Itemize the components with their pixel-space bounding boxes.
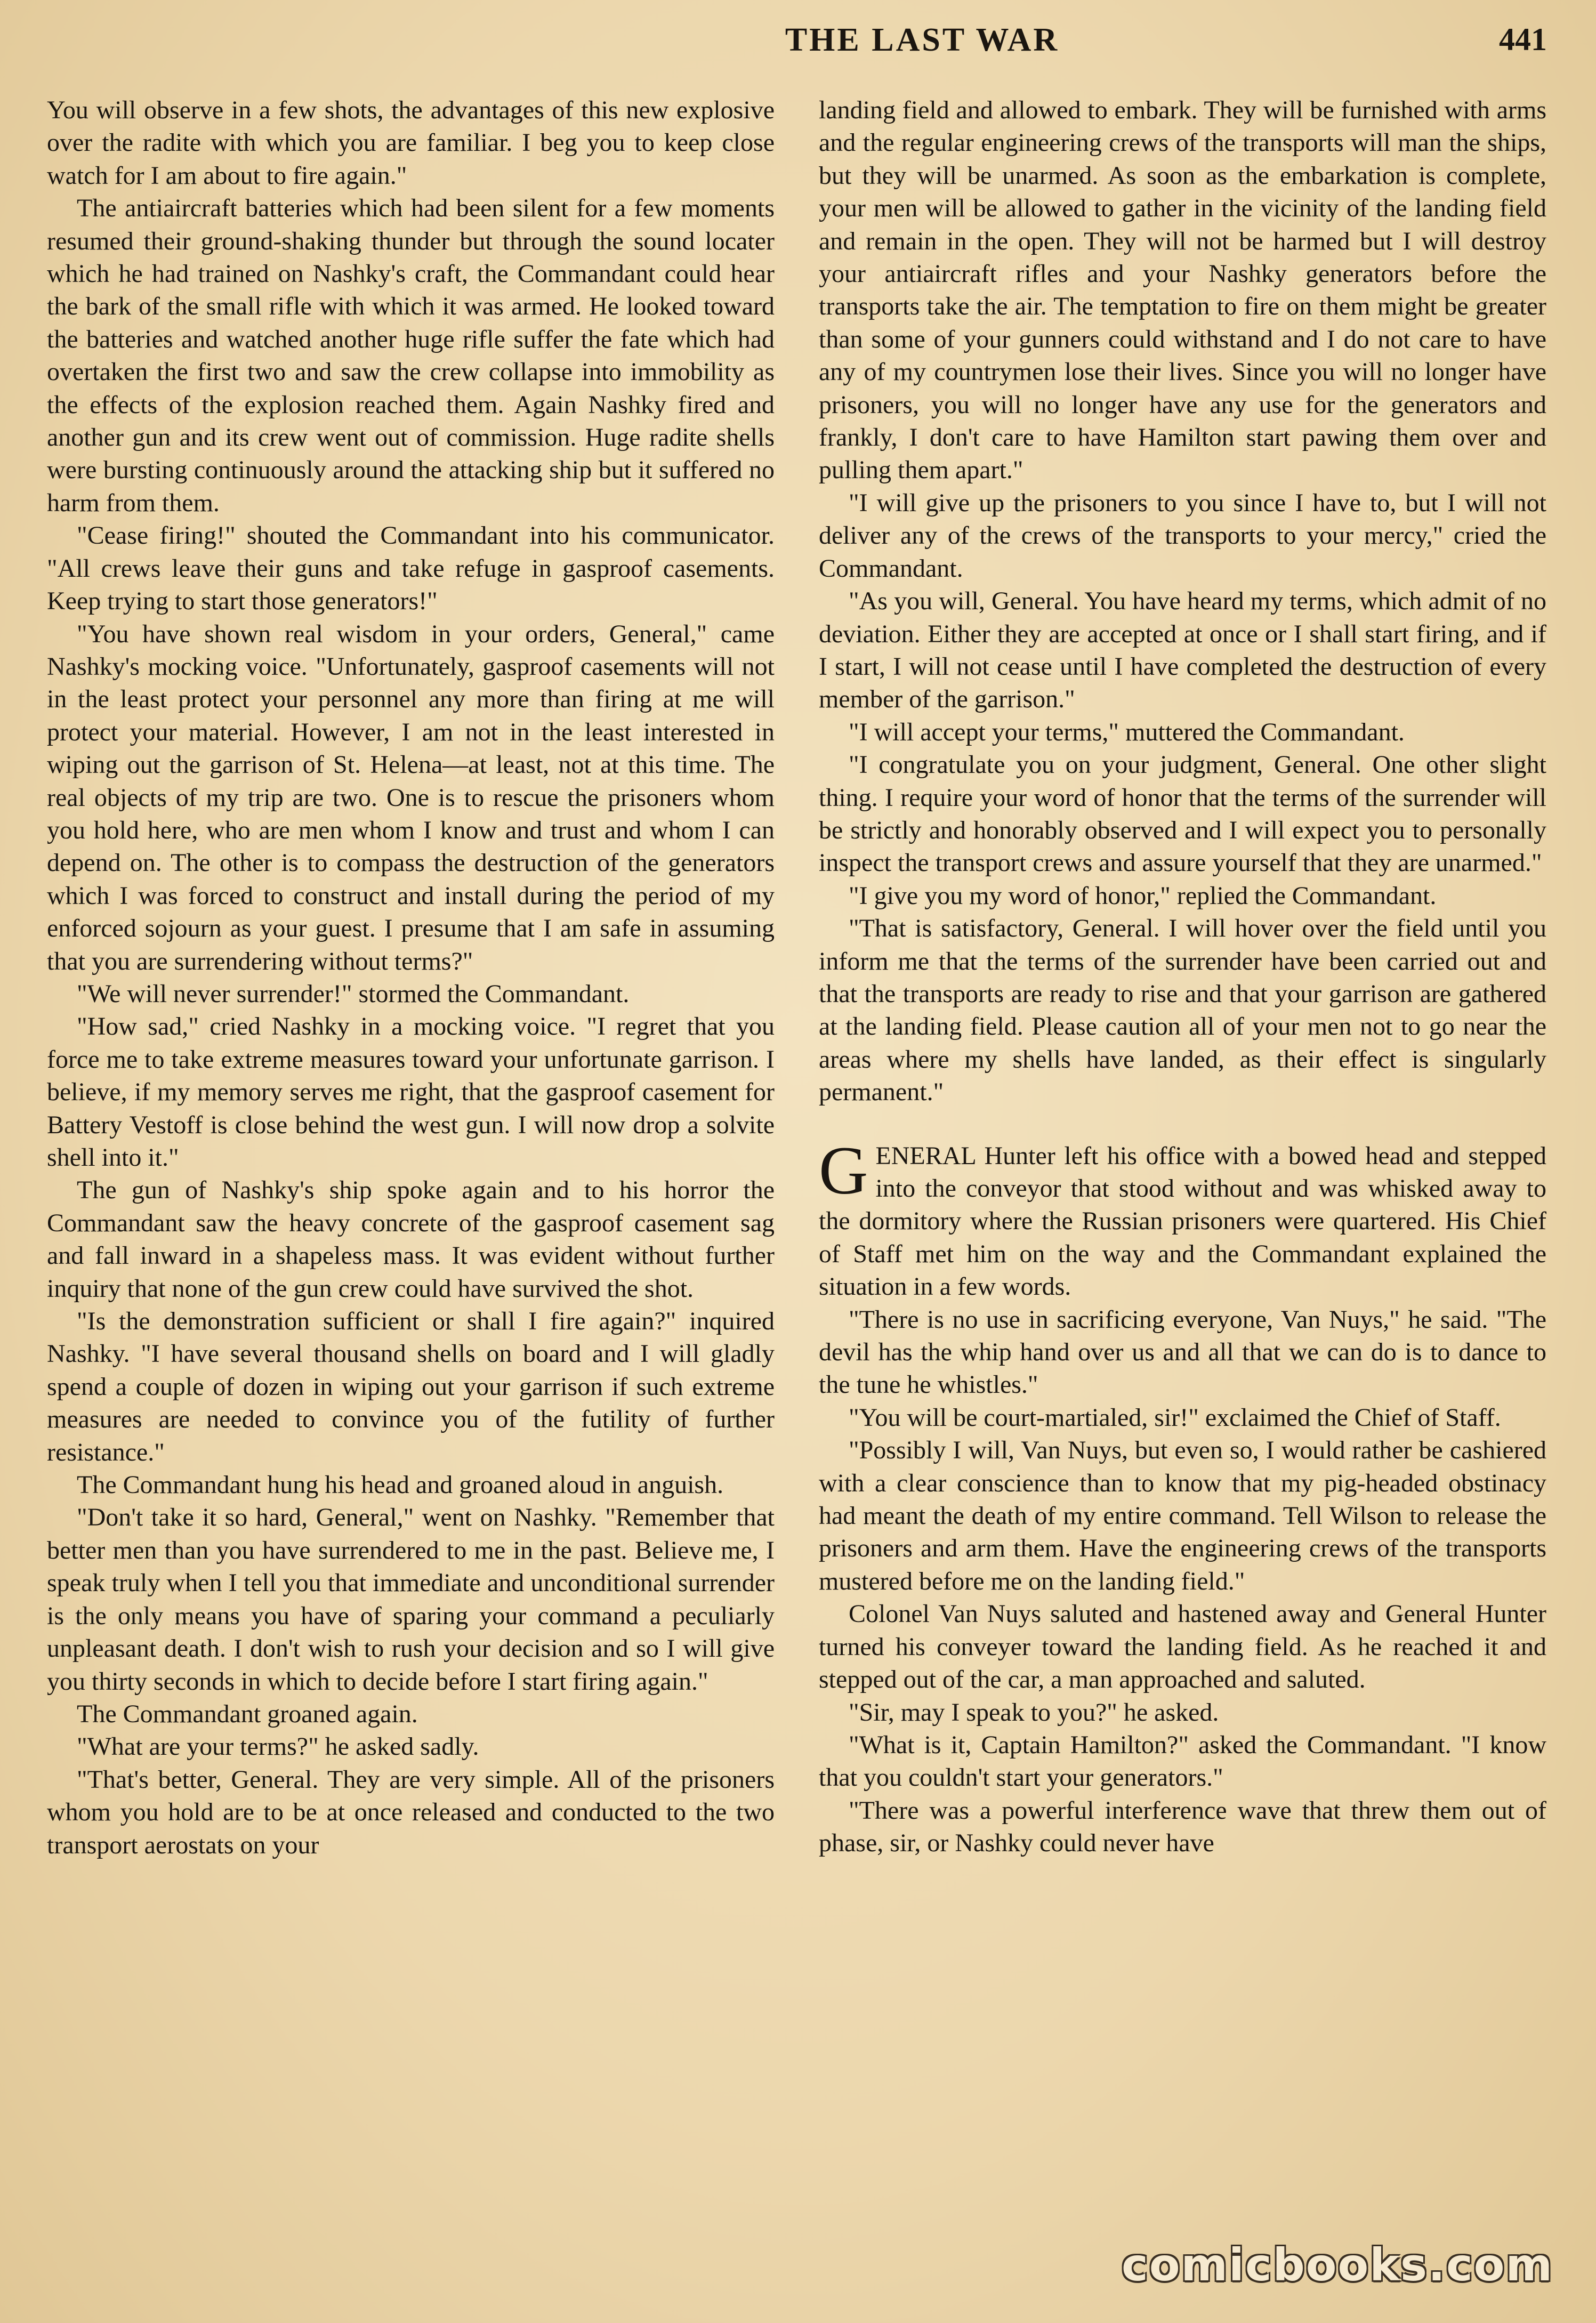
paragraph-text: "Don't take it so hard, General," went on Nashky. "Remember that better men than you have surrendered to me in the past. Believe me, I speak truly when I tell you that immediate and unconditional surrender is the only means you have of sparing your command a peculiarly unpleasant death. I don't wish to rush your decision and so I will give you thirty seconds in which to decide before I start firing again.": [47, 1503, 775, 1696]
right-column: [819, 94, 1546, 1860]
paragraph: [819, 716, 1546, 748]
paragraph-text: "I will give up the prisoners to you since I have to, but I will not deliver any of the crews of the transports to your mercy," cried the Commandant.: [819, 488, 1546, 583]
paragraph-text: "That's better, General. They are very simple. All of the prisoners whom you hold are to be at once released and conducted to the two transport aerostats on your: [47, 1765, 775, 1859]
paragraph-text: "We will never surrender!" stormed the Commandant.: [77, 979, 630, 1008]
section-break: [819, 1109, 1546, 1140]
paragraph-text: You will observe in a few shots, the advantages of this new explosive over the radite with which you are familiar. I beg you to keep close watch for I am about to fire again.": [47, 96, 775, 190]
paragraph: [47, 1305, 775, 1469]
paragraph: [47, 1730, 775, 1763]
paragraph-text: "Sir, may I speak to you?" he asked.: [849, 1698, 1219, 1727]
page-number: 441: [1499, 22, 1547, 57]
paragraph-text: The gun of Nashky's ship spoke again and to his horror the Commandant saw the heavy concrete of the gasproof casement sag and fall inward in a shapeless mass. It was evident without further inquiry that none of the gun crew could have survived the shot.: [47, 1176, 775, 1303]
paragraph-text: landing field and allowed to embark. They will be furnished with arms and the regular engineering crews of the transports will man the ships, but they will be unarmed. As soon as the embarkation is complete, your men will be allowed to gather in the vicinity of the landing field and remain in the open. They will not be harmed but I will destroy your antiaircraft rifles and your Nashky generators before the transports take the air. The temptation to fire on them might be greater than some of your gunners could withstand and I do not care to have any of my countrymen lose their lives. Since you will no longer have prisoners, you will no longer have any use for the generators and frankly, I don't care to have Hamilton start pawing them over and pulling them apart.": [819, 96, 1546, 485]
paragraph-text: "Possibly I will, Van Nuys, but even so, I would rather be cashiered with a clear conscience than to know that my pig-headed obstinacy had meant the death of my entire command. Tell Wilson to release the prisoners and arm them. Have the engineering crews of the transports mustered before me on the landing field.": [819, 1436, 1546, 1595]
paragraph: [819, 585, 1546, 716]
paragraph: [47, 1010, 775, 1174]
paragraph-text: "There was a powerful interference wave that threw them out of phase, sir, or Nashky could never have: [819, 1796, 1546, 1858]
paragraph-text: ENERAL Hunter left his office with a bowed head and stepped into the conveyor that stood without and was whisked away to the dormitory where the Russian prisoners were quartered. His Chief of Staff met him on the way and the Commandant explained the situation in a few words.: [819, 1141, 1546, 1301]
drop-cap: G: [819, 1132, 868, 1208]
paragraph: [819, 880, 1546, 912]
paragraph-text: "What are your terms?" he asked sadly.: [77, 1732, 479, 1761]
paragraph: [47, 94, 775, 192]
paragraph-text: "Is the demonstration sufficient or shall I fire again?" inquired Nashky. "I have several thousand shells on board and I will gladly spend a couple of dozen in wiping out your garrison if such extreme measures are needed to convince you of the futility of further resistance.": [47, 1307, 775, 1466]
paragraph: [819, 1794, 1546, 1860]
paragraph: [47, 1469, 775, 1501]
paragraph-text: "Cease firing!" shouted the Commandant into his communicator. "All crews leave their guns and take refuge in gasproof casements. Keep trying to start those generators!": [47, 521, 775, 616]
paragraph: [819, 912, 1546, 1108]
paragraph: [47, 1174, 775, 1305]
paragraph-text: "What is it, Captain Hamilton?" asked the Commandant. "I know that you couldn't start your generators.": [819, 1730, 1546, 1792]
paragraph-text: "I give you my word of honor," replied the Commandant.: [849, 881, 1437, 910]
paragraph: [819, 1696, 1546, 1729]
paragraph-text: Colonel Van Nuys saluted and hastened away and General Hunter turned his conveyer toward the landing field. As he reached it and stepped out of the car, a man approached and saluted.: [819, 1600, 1546, 1694]
paragraph: [47, 1763, 775, 1861]
paragraph-text: The Commandant groaned again.: [77, 1699, 418, 1728]
paragraph-text: "That is satisfactory, General. I will hover over the field until you inform me that the terms of the surrender have been carried out and that the transports are ready to rise and that your garrison are gathered at the landing field. Please caution all of your men not to go near the areas where my shells have landed, as their effect is singularly permanent.": [819, 914, 1546, 1107]
running-title: THE LAST WAR: [785, 22, 1060, 58]
paragraph-text: "How sad," cried Nashky in a mocking voice. "I regret that you force me to take extreme measures toward your unfortunate garrison. I believe, if my memory serves me right, that the gasproof casement for Battery Vestoff is close behind the west gun. I will now drop a solvite shell into it.": [47, 1012, 775, 1172]
paragraph: [47, 978, 775, 1010]
paragraph: [819, 1303, 1546, 1401]
paragraph-text: "I congratulate you on your judgment, General. One other slight thing. I require your word of honor that the terms of the surrender will be strictly and honorably observed and I will expect you to personally inspect the transport crews and assure yourself that they are unarmed.": [819, 751, 1546, 877]
paragraph: [819, 748, 1546, 880]
paragraph: [47, 519, 775, 617]
paragraph: [47, 1501, 775, 1697]
page-header: [0, 21, 1596, 69]
paragraph-text: "There is no use in sacrificing everyone, Van Nuys," he said. "The devil has the whip hand over us and all that we can do is to dance to the tune he whistles.": [819, 1305, 1546, 1399]
paragraph: [819, 1598, 1546, 1696]
watermark-logo: comicbooks.com: [1122, 2239, 1553, 2291]
paragraph-text: "I will accept your terms," muttered the Commandant.: [849, 717, 1405, 746]
paragraph: [47, 618, 775, 978]
paragraph: [819, 1434, 1546, 1598]
paragraph: [819, 1132, 1546, 1303]
paragraph: [819, 94, 1546, 487]
paragraph: [819, 487, 1546, 585]
paragraph: [819, 1401, 1546, 1434]
paragraph-text: "As you will, General. You have heard my terms, which admit of no deviation. Either they are accepted at once or I shall start firing, and if I start, I will not cease until I have completed the destruction of every member of the garrison.": [819, 587, 1546, 714]
paragraph-text: The antiaircraft batteries which had been silent for a few moments resumed their ground-shaking thunder but through the sound locater which he had trained on Nashky's craft, the Commandant could hear the bark of the small rifle with which it was armed. He looked toward the batteries and watched another huge rifle suffer the fate which had overtaken the first two and saw the crew collapse into immobility as the effects of the explosion reached them. Again Nashky fired and another gun and its crew went out of commission. Huge radite shells were bursting continuously around the attacking ship but it suffered no harm from them.: [47, 194, 775, 517]
paragraph-text: "You will be court-martialed, sir!" exclaimed the Chief of Staff.: [849, 1403, 1501, 1432]
paragraph-text: The Commandant hung his head and groaned aloud in anguish.: [77, 1471, 724, 1499]
paragraph-text: "You have shown real wisdom in your orders, General," came Nashky's mocking voice. "Unfortunately, gasproof casements will not in the least protect your personnel any more than firing at me will protect your material. However, I am not in the least interested in wiping out the garrison of St. Helena—at least, not at this time. The real objects of my trip are two. One is to rescue the prisoners whom you hold here, who are men whom I know and trust and whom I can depend on. The other is to compass the destruction of the generators which I was forced to construct and install during the period of my enforced sojourn as your guest. I presume that I am safe in assuming that you are surrendering without terms?": [47, 619, 775, 975]
paragraph: [47, 1698, 775, 1730]
left-column: [47, 94, 775, 1861]
paragraph: [47, 192, 775, 519]
paragraph: [819, 1729, 1546, 1794]
